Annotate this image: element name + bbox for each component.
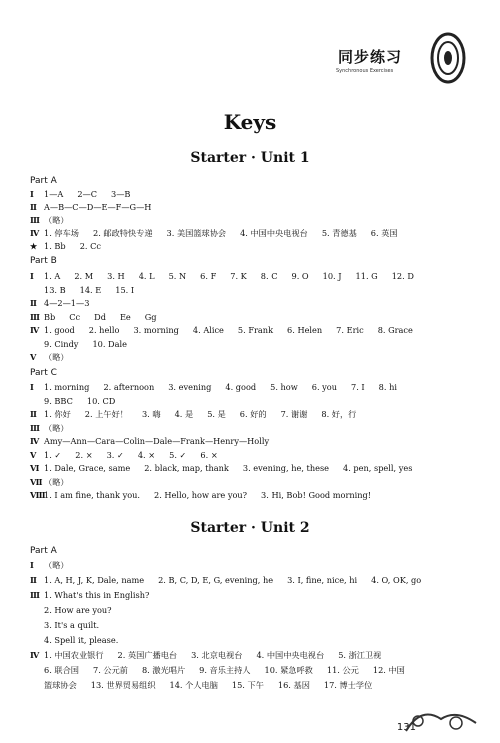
answer-item: Dd: [94, 311, 106, 322]
question-number: Ⅰ: [30, 271, 34, 281]
answer-item: 4. pen, spell, yes: [343, 463, 413, 473]
answer-item: 8. 好，行: [321, 409, 357, 419]
unit1-part-b-label: Part B: [30, 256, 57, 266]
answer-item: 8. 激光唱片: [141, 665, 186, 675]
answer-row: [30, 649, 470, 661]
answer-item: 3. ✓: [106, 449, 124, 460]
answer-row: [30, 679, 470, 691]
answer-row: [30, 351, 470, 363]
answer-item: Amy—Ann—Cara—Colin—Dale—Frank—Henry—Holly: [44, 436, 270, 446]
question-number: Ⅲ: [30, 422, 40, 433]
answer-row: [30, 476, 470, 488]
answer-item: Ee: [119, 311, 131, 322]
answer-row: [30, 381, 470, 393]
question-number: Ⅰ: [30, 382, 34, 392]
answer-item: 6. 英国: [370, 228, 398, 238]
answer-row: [30, 284, 470, 296]
answer-item: 9. Cindy: [44, 338, 79, 349]
answer-item: 6. F: [200, 271, 217, 281]
header-logo: [330, 28, 470, 88]
unit2-title: Starter · Unit 2: [190, 520, 310, 536]
answer-item: 11. G: [355, 271, 378, 281]
answer-row: [30, 574, 470, 586]
answer-item: 11. 公元: [326, 665, 359, 675]
answer-item: 2. afternoon: [103, 382, 155, 392]
answer-row: [30, 634, 470, 646]
unit1-part-c-label: Part C: [30, 368, 57, 378]
answer-item: 6. Helen: [287, 325, 323, 335]
question-number: Ⅰ: [30, 560, 34, 570]
answer-item: 3. It's a quilt.: [44, 620, 100, 630]
question-number: Ⅴ: [30, 352, 37, 362]
question-number: Ⅳ: [30, 325, 40, 335]
answer-item: 1. Dale, Grace, same: [44, 463, 131, 473]
answer-row: [30, 188, 470, 200]
answer-item: 5. N: [168, 271, 187, 281]
answer-item: 12. D: [391, 271, 414, 281]
answer-item: 10. Dale: [92, 338, 127, 349]
answer-row: [30, 462, 470, 474]
answer-item: 15. 下午: [231, 680, 264, 690]
answer-item: 4. 中国中央电视台: [256, 650, 325, 660]
answer-item: Cc: [69, 311, 81, 322]
question-number: Ⅳ: [30, 228, 40, 238]
answer-row: [30, 297, 470, 309]
answer-item: 2. black, map, thank: [144, 463, 229, 473]
unit1-title: Starter · Unit 1: [190, 150, 310, 166]
answer-item: 15. I: [115, 284, 135, 295]
answer-item: 7. 谢谢: [280, 409, 308, 419]
answer-item: 13. 世界贸易组织: [90, 680, 156, 690]
answer-item: 9. O: [291, 271, 309, 281]
question-number: Ⅳ: [30, 436, 40, 446]
answer-item: （略）: [44, 560, 69, 570]
answer-row: [30, 338, 470, 350]
answer-item: 8. Grace: [377, 325, 413, 335]
answer-item: 9. BBC: [44, 395, 73, 406]
answer-item: 2. 上午好！: [84, 409, 128, 419]
answer-item: 1. 中国农业银行: [44, 650, 104, 660]
question-number: Ⅱ: [30, 409, 37, 419]
answer-item: 14. 个人电脑: [169, 680, 218, 690]
header-brand: 同步练习: [338, 48, 403, 66]
answer-item: 3. Hi, Bob! Good morning!: [261, 490, 372, 500]
answer-item: 1. Bb: [44, 241, 66, 251]
watermark-logo-icon: [396, 701, 486, 737]
answer-item: 5. 青德基: [321, 228, 357, 238]
answer-row: [30, 395, 470, 407]
unit1-part-a-label: Part A: [30, 176, 57, 186]
answer-item: 3. morning: [133, 325, 179, 335]
answer-item: 1. A, H, J, K, Dale, name: [44, 575, 145, 585]
answer-item: （略）: [44, 215, 69, 225]
answer-item: 3. evening: [168, 382, 212, 392]
answer-item: 6. 联合国: [44, 665, 79, 675]
answer-item: 17. 博士学位: [323, 680, 373, 690]
answer-row: [30, 489, 470, 501]
answer-item: 4. 中国中央电视台: [240, 228, 308, 238]
answer-item: 2. ×: [75, 449, 93, 460]
answer-row: [30, 240, 470, 252]
question-number: Ⅱ: [30, 298, 37, 308]
answer-item: 4. Spell it, please.: [44, 635, 119, 645]
answer-item: 5. 是: [207, 409, 226, 419]
answer-item: 3. I, fine, nice, hi: [287, 575, 358, 585]
answer-item: 2. 英国广播电台: [117, 650, 178, 660]
answer-row: [30, 589, 470, 601]
answer-item: 8. C: [260, 271, 278, 281]
answer-item: 16. 基因: [277, 680, 310, 690]
answer-item: 5. ✓: [169, 449, 187, 460]
answer-item: 8. hi: [378, 382, 397, 392]
answer-row: [30, 408, 470, 420]
header-subtitle: Synchronous Exercises: [336, 68, 394, 74]
page-title: Keys: [223, 110, 277, 134]
answer-item: Gg: [144, 311, 157, 322]
answer-item: 10. CD: [86, 395, 116, 406]
answer-row: [30, 559, 470, 571]
answer-item: （略）: [44, 352, 69, 362]
answer-item: 7. I: [351, 382, 365, 392]
answer-item: 4—2—1—3: [44, 298, 90, 308]
answer-item: 13. B: [44, 284, 66, 295]
answer-item: 4. 是: [174, 409, 194, 419]
answer-item: 1. I am fine, thank you.: [44, 490, 140, 500]
question-number: ★: [30, 241, 38, 251]
answer-item: 5. how: [270, 382, 298, 392]
answer-item: 4. O, OK, go: [371, 575, 422, 585]
answer-item: 2. M: [74, 271, 94, 281]
answer-item: 3. 嗨: [141, 409, 161, 419]
answer-item: （略）: [44, 476, 69, 487]
answer-item: Bb: [44, 311, 56, 322]
answer-item: 4. L: [138, 271, 155, 281]
answer-row: [30, 604, 470, 616]
answer-item: 篮球协会: [44, 680, 77, 690]
answer-item: 10. 紧急呼救: [264, 665, 313, 675]
answer-item: 3. H: [107, 271, 125, 281]
answer-item: 6. 好的: [239, 409, 267, 419]
question-number: Ⅳ: [30, 650, 40, 660]
answer-item: 2—C: [77, 189, 97, 199]
answer-item: 9. 音乐主持人: [199, 665, 251, 675]
answer-item: 2. 邮政特快专递: [92, 228, 153, 238]
answer-item: 6. you: [311, 382, 337, 392]
answer-row: [30, 227, 470, 239]
question-number: Ⅵ: [30, 463, 40, 473]
answer-item: 2. hello: [88, 325, 120, 335]
answer-row: [30, 435, 470, 447]
answer-item: 4. ×: [137, 449, 156, 460]
unit2-part-a-label: Part A: [30, 546, 57, 556]
answer-item: 1. 停车场: [44, 228, 79, 238]
answer-item: 7. K: [230, 271, 247, 281]
question-number: Ⅲ: [30, 311, 40, 322]
answer-item: 4. Alice: [192, 325, 224, 335]
question-number: Ⅴ: [30, 449, 37, 460]
answer-row: [30, 214, 470, 226]
question-number: Ⅷ: [30, 490, 46, 500]
answer-item: 1—A: [44, 189, 64, 199]
answer-item: 1. What's this in English?: [44, 590, 150, 600]
answer-row: [30, 422, 470, 434]
question-number: Ⅱ: [30, 575, 37, 585]
speaker-icon: [420, 28, 470, 88]
answer-item: 2. Hello, how are you?: [154, 490, 248, 500]
answer-item: 1. 你好: [44, 409, 71, 419]
question-number: Ⅲ: [30, 215, 40, 225]
answer-item: 6. ×: [200, 449, 218, 460]
answer-item: 2. Cc: [79, 241, 101, 251]
answer-item: 1. A: [44, 271, 61, 281]
answer-row: [30, 619, 470, 631]
answer-item: 3. evening, he, these: [242, 463, 330, 473]
answer-row: [30, 201, 470, 213]
question-number: Ⅰ: [30, 189, 34, 199]
answer-item: 12. 中国: [372, 665, 405, 675]
answer-item: （略）: [44, 422, 69, 433]
answer-row: [30, 664, 470, 676]
answer-row: [30, 449, 470, 461]
answer-item: 5. Frank: [237, 325, 274, 335]
answer-item: 1. ✓: [44, 449, 62, 460]
answer-item: 14. E: [79, 284, 102, 295]
answer-item: A—B—C—D—E—F—G—H: [44, 202, 152, 212]
question-number: Ⅶ: [30, 476, 43, 487]
answer-item: 4. good: [225, 382, 257, 392]
answer-item: 3. 北京电视台: [191, 650, 243, 660]
answer-item: 2. How are you?: [44, 605, 112, 615]
answer-item: 7. Eric: [336, 325, 364, 335]
answer-row: [30, 311, 470, 323]
answer-row: [30, 270, 470, 282]
answer-item: 7. 公元前: [92, 665, 128, 675]
answer-item: 1. morning: [44, 382, 90, 392]
answer-row: [30, 324, 470, 336]
answer-item: 3—B: [110, 189, 131, 199]
answer-item: 5. 浙江卫视: [338, 650, 382, 660]
answer-item: 3. 美国篮球协会: [166, 228, 227, 238]
answer-item: 1. good: [44, 325, 75, 335]
question-number: Ⅱ: [30, 202, 37, 212]
answer-item: 2. B, C, D, E, G, evening, he: [158, 575, 274, 585]
page-number: 131: [396, 722, 416, 733]
answer-item: 10. J: [322, 271, 342, 281]
question-number: Ⅲ: [30, 590, 40, 600]
